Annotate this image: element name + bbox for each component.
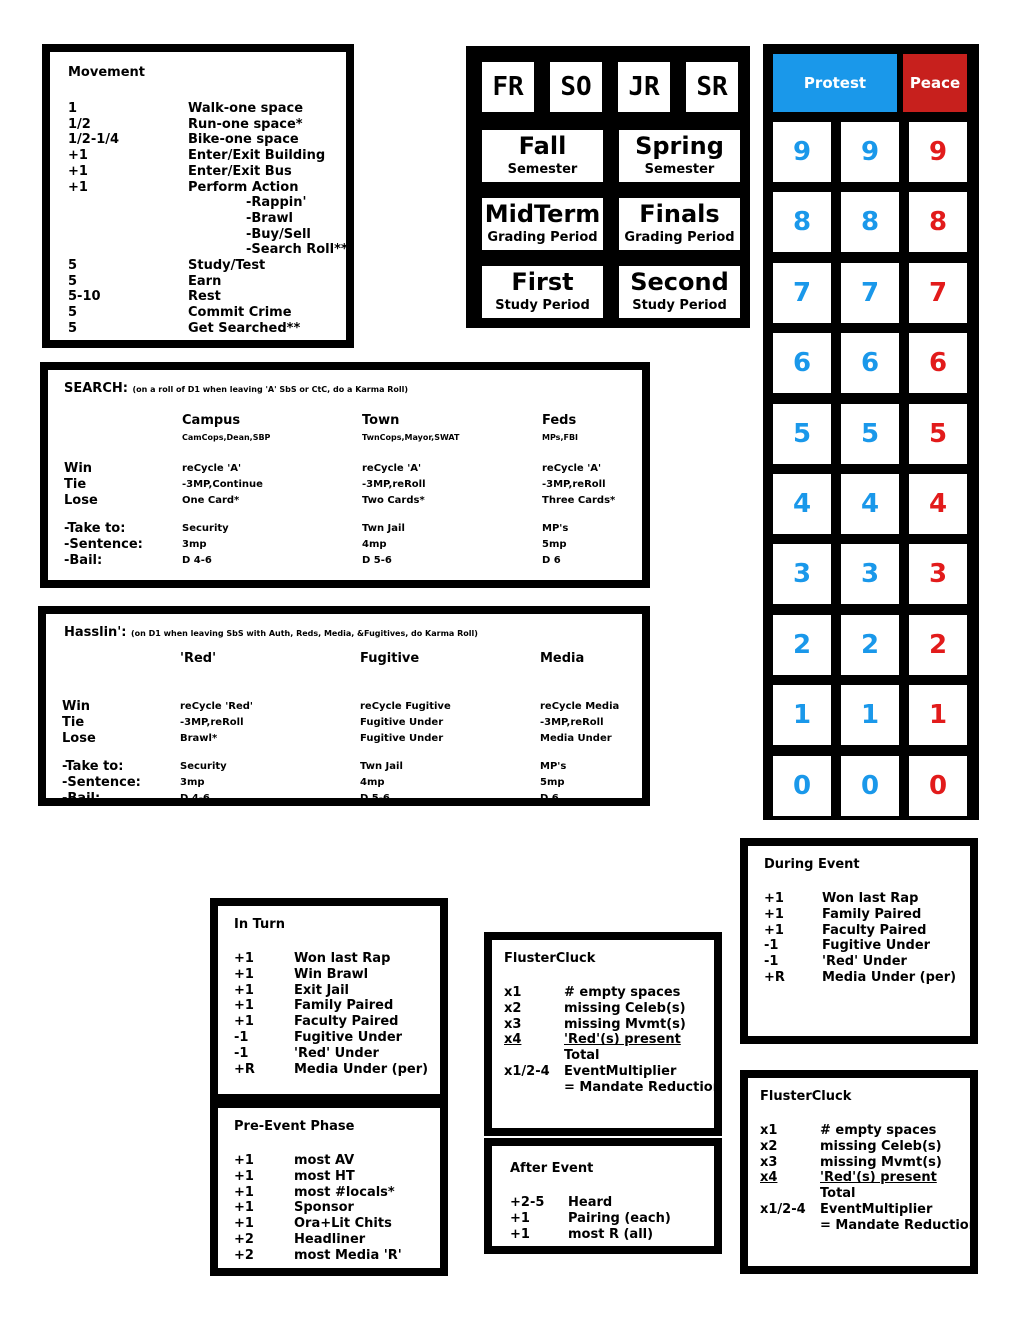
row-label: missing Mvmt(s) — [564, 1016, 686, 1032]
row-value: x2 — [760, 1138, 778, 1154]
flustercluck-title-2: FlusterCluck — [760, 1089, 852, 1104]
cell-sentence: 3mp — [180, 777, 205, 788]
row-label-win: Win — [62, 699, 91, 714]
cell-take: MP's — [542, 523, 569, 534]
row-label: EventMultiplier — [820, 1202, 933, 1217]
row-value: +1 — [234, 982, 254, 998]
cell-win: reCycle Fugitive — [360, 701, 451, 712]
protest-track-cell: 9 — [841, 122, 899, 182]
period-cell — [613, 192, 746, 256]
protest-track-cell: 0 — [773, 756, 831, 816]
movement-action: Commit Crime — [188, 305, 292, 321]
row-value: x4 — [504, 1032, 522, 1048]
peace-track-cell: 0 — [909, 756, 967, 816]
row-value: +1 — [234, 1184, 254, 1200]
row-label-take: -Take to: — [62, 759, 124, 774]
row-label: Family Paired — [294, 998, 394, 1014]
movement-cost: 1/2 — [68, 116, 91, 132]
peace-track-cell: 9 — [909, 122, 967, 182]
peace-track-cell: 5 — [909, 404, 967, 464]
row-label: most HT — [294, 1168, 355, 1184]
peace-track-cell: 2 — [909, 615, 967, 675]
peace-track-cell: 3 — [909, 544, 967, 604]
row-value: +1 — [234, 1216, 254, 1232]
peace-track-cell: 7 — [909, 263, 967, 323]
cell-tie: -3MP,reRoll — [362, 479, 426, 490]
protest-header: Protest — [773, 54, 897, 112]
protest-track-cell: 1 — [841, 685, 899, 745]
row-value: +1 — [234, 1168, 254, 1184]
row-value: x2 — [504, 1000, 522, 1016]
row-value: x1 — [504, 985, 522, 1000]
row-label: missing Mvmt(s) — [820, 1154, 942, 1170]
row-label: 'Red'(s) present — [820, 1170, 937, 1186]
row-label: Fugitive Under — [294, 1030, 403, 1045]
cell-lose: Brawl* — [180, 733, 218, 744]
row-label: Pairing (each) — [568, 1210, 671, 1226]
movement-action: Perform Action — [188, 179, 299, 195]
period-cell — [476, 260, 609, 324]
period-type: Grading Period — [487, 230, 598, 245]
cell-take: Security — [180, 761, 227, 772]
movement-cost: 5 — [68, 258, 78, 273]
year-cell-sr: SR — [680, 56, 744, 118]
during-event-title: During Event — [764, 857, 860, 872]
protest-track-cell: 0 — [841, 756, 899, 816]
period-cell — [476, 192, 609, 256]
movement-action: -Search Roll** — [246, 242, 348, 258]
during-event-card — [740, 838, 978, 1044]
row-label: # empty spaces — [564, 985, 681, 1000]
column-header: Media — [540, 651, 585, 666]
row-label: most Media 'R' — [294, 1247, 402, 1263]
cell-take: Twn Jail — [360, 761, 403, 772]
cell-win: reCycle 'A' — [542, 463, 602, 474]
row-label: Exit Jail — [294, 982, 349, 998]
row-value: +1 — [764, 922, 784, 938]
column-subheader: MPs,FBI — [542, 433, 579, 442]
row-label-bail: -Bail: — [62, 791, 101, 806]
row-value: +1 — [234, 951, 254, 966]
row-label-sentence: -Sentence: — [62, 775, 141, 790]
column-header: 'Red' — [180, 651, 217, 666]
movement-cost: +1 — [68, 179, 88, 195]
cell-tie: -3MP,reRoll — [542, 479, 606, 490]
movement-action: -Buy/Sell — [246, 226, 311, 242]
row-label-tie: Tie — [64, 477, 87, 492]
row-label: Faculty Paired — [822, 922, 927, 938]
period-type: Grading Period — [624, 230, 735, 245]
cell-sentence: 5mp — [540, 777, 565, 788]
movement-cost: 5-10 — [68, 289, 101, 305]
row-label: 'Red'(s) present — [564, 1032, 681, 1048]
row-label: Headliner — [294, 1232, 366, 1247]
row-label: Win Brawl — [294, 966, 369, 982]
protest-track-cell: 4 — [841, 474, 899, 534]
protest-track-cell: 4 — [773, 474, 831, 534]
cell-bail: D 5-6 — [360, 793, 390, 804]
row-label: # empty spaces — [820, 1123, 937, 1138]
cell-bail: D 4-6 — [182, 555, 212, 566]
flustercluck-title: FlusterCluck — [504, 951, 596, 966]
protest-track-cell: 3 — [773, 544, 831, 604]
period-type: Study Period — [495, 298, 590, 313]
peace-track-cell: 8 — [909, 192, 967, 252]
row-label-lose: Lose — [64, 493, 98, 508]
in-turn-title: In Turn — [234, 917, 285, 932]
row-label: 'Red' Under — [294, 1045, 379, 1061]
movement-cost: 1/2-1/4 — [68, 132, 120, 148]
protest-track-cell: 5 — [773, 404, 831, 464]
period-type: Semester — [644, 162, 715, 177]
row-label: Won last Rap — [822, 891, 919, 906]
row-label: 'Red' Under — [822, 954, 907, 970]
column-subheader: TwnCops,Mayor,SWAT — [362, 433, 460, 442]
movement-action: -Brawl — [246, 210, 293, 226]
row-value: +1 — [234, 1153, 254, 1168]
period-name: MidTerm — [484, 200, 601, 228]
column-subheader: CamCops,Dean,SBP — [182, 433, 271, 442]
protest-track-cell: 7 — [773, 263, 831, 323]
movement-cost: +1 — [68, 148, 88, 164]
cell-tie: -3MP,Continue — [182, 479, 263, 490]
row-label: most AV — [294, 1153, 355, 1168]
cell-take: Twn Jail — [362, 523, 405, 534]
cell-bail: D 6 — [540, 793, 559, 804]
row-label: Family Paired — [822, 906, 922, 922]
period-name: First — [511, 268, 574, 296]
row-value: +2 — [234, 1247, 254, 1263]
protest-track-cell: 2 — [773, 615, 831, 675]
movement-action: Earn — [188, 273, 222, 289]
pre-event-card — [210, 1100, 448, 1276]
cell-sentence: 4mp — [362, 539, 387, 550]
movement-action: Enter/Exit Bus — [188, 163, 292, 179]
cell-sentence: 3mp — [182, 539, 207, 550]
row-label: missing Celeb(s) — [564, 1000, 686, 1016]
after-event-title: After Event — [510, 1161, 594, 1176]
period-type: Study Period — [632, 298, 727, 313]
row-label-take: -Take to: — [64, 521, 126, 536]
movement-action: Bike-one space — [188, 132, 299, 148]
row-label: Total — [564, 1048, 600, 1064]
movement-action: Study/Test — [188, 258, 266, 273]
movement-action: Run-one space* — [188, 116, 303, 132]
row-label-bail: -Bail: — [64, 553, 103, 568]
movement-action: -Rappin' — [246, 195, 307, 211]
movement-action: Get Searched** — [188, 320, 301, 336]
peace-header: Peace — [903, 54, 967, 112]
row-value: +1 — [234, 1200, 254, 1216]
search-note: (on a roll of D1 when leaving 'A' SbS or CtC, do a Karma Roll) — [132, 385, 409, 394]
cell-bail: D 4-6 — [180, 793, 210, 804]
row-label: most R (all) — [568, 1226, 654, 1242]
row-label: Faculty Paired — [294, 1014, 399, 1030]
cell-lose: Two Cards* — [362, 495, 425, 506]
row-label: missing Celeb(s) — [820, 1138, 942, 1154]
row-value: x1/2-4 — [760, 1202, 806, 1217]
row-value: +1 — [234, 998, 254, 1014]
row-value: +1 — [234, 966, 254, 982]
row-value: x3 — [760, 1154, 778, 1170]
period-type: Semester — [507, 162, 578, 177]
row-label: EventMultiplier — [564, 1064, 677, 1079]
hasslin-note: (on D1 when leaving SbS with Auth, Reds, Media, &Fugitives, do Karma Roll) — [131, 629, 478, 638]
after-event-card — [484, 1138, 722, 1254]
row-value: x1/2-4 — [504, 1064, 550, 1079]
peace-track-cell: 1 — [909, 685, 967, 745]
cell-win: reCycle 'A' — [182, 463, 242, 474]
row-value: +1 — [510, 1226, 530, 1242]
row-value: +2 — [234, 1232, 254, 1247]
column-header: Fugitive — [360, 651, 420, 666]
period-name: Finals — [639, 200, 720, 228]
flustercluck-card-2 — [740, 1070, 978, 1274]
movement-cost: +1 — [68, 163, 88, 179]
row-value: +1 — [234, 1014, 254, 1030]
cell-lose: Three Cards* — [542, 495, 616, 506]
column-header: Campus — [182, 413, 241, 428]
movement-cost: 5 — [68, 320, 78, 336]
column-header: Feds — [542, 413, 577, 428]
protest-track-cell: 7 — [841, 263, 899, 323]
row-label-win: Win — [64, 461, 93, 476]
movement-cost: 5 — [68, 273, 78, 289]
cell-lose: One Card* — [182, 495, 240, 506]
row-value: +R — [234, 1061, 255, 1077]
row-label: Media Under (per) — [822, 970, 957, 985]
flustercluck-card — [484, 932, 722, 1136]
protest-track-cell: 3 — [841, 544, 899, 604]
protest-track-cell: 2 — [841, 615, 899, 675]
row-label: most #locals* — [294, 1184, 395, 1200]
movement-action: Enter/Exit Building — [188, 148, 326, 164]
cell-win: reCycle 'Red' — [180, 701, 253, 712]
in-turn-card — [210, 898, 448, 1102]
row-label-lose: Lose — [62, 731, 96, 746]
cell-sentence: 5mp — [542, 539, 567, 550]
row-label: Won last Rap — [294, 951, 391, 966]
period-name: Second — [630, 268, 729, 296]
row-value: x4 — [760, 1170, 778, 1186]
peace-track-cell: 4 — [909, 474, 967, 534]
protest-track-cell: 6 — [841, 333, 899, 393]
cell-take: Security — [182, 523, 229, 534]
movement-action: Walk-one space — [188, 101, 304, 116]
cell-bail: D 5-6 — [362, 555, 392, 566]
row-label: Ora+Lit Chits — [294, 1216, 392, 1232]
cell-win: reCycle 'A' — [362, 463, 422, 474]
movement-cost: 5 — [68, 305, 78, 321]
protest-track-cell: 8 — [773, 192, 831, 252]
row-value: +2-5 — [510, 1195, 545, 1210]
row-value: -1 — [764, 954, 779, 970]
row-value: x1 — [760, 1123, 778, 1138]
column-header: Town — [362, 413, 400, 428]
year-cell-jr: JR — [612, 56, 676, 118]
period-cell — [613, 124, 746, 188]
row-label-sentence: -Sentence: — [64, 537, 143, 552]
cell-tie: Fugitive Under — [360, 717, 444, 728]
row-value: +1 — [764, 891, 784, 906]
row-value: x3 — [504, 1016, 522, 1032]
cell-tie: -3MP,reRoll — [180, 717, 244, 728]
hasslin-title — [64, 626, 478, 639]
cell-take: MP's — [540, 761, 567, 772]
hasslin-card — [38, 606, 650, 806]
search-card — [40, 362, 650, 588]
row-value: +R — [764, 970, 785, 985]
search-title — [64, 382, 408, 395]
protest-track-cell: 9 — [773, 122, 831, 182]
cell-lose: Media Under — [540, 733, 612, 744]
protest-track-cell: 1 — [773, 685, 831, 745]
period-cell — [613, 260, 746, 324]
row-label: Total — [820, 1186, 856, 1202]
cell-tie: -3MP,reRoll — [540, 717, 604, 728]
protest-track-cell: 6 — [773, 333, 831, 393]
movement-card — [42, 44, 354, 348]
row-label: Media Under (per) — [294, 1061, 429, 1077]
cell-bail: D 6 — [542, 555, 561, 566]
protest-track-cell: 8 — [841, 192, 899, 252]
period-cell — [476, 124, 609, 188]
period-name: Fall — [518, 132, 567, 160]
row-value: +1 — [764, 906, 784, 922]
row-label: Fugitive Under — [822, 938, 931, 954]
movement-action: Rest — [188, 289, 221, 305]
cell-lose: Fugitive Under — [360, 733, 444, 744]
movement-title: Movement — [68, 65, 145, 80]
period-name: Spring — [635, 132, 724, 160]
year-cell-fr: FR — [476, 56, 540, 118]
protest-peace-track — [763, 44, 979, 820]
year-cell-so: SO — [544, 56, 608, 118]
row-value: -1 — [764, 938, 779, 954]
row-value: -1 — [234, 1030, 249, 1045]
row-label: = Mandate Reduction — [820, 1217, 978, 1233]
calendar-card — [466, 46, 750, 328]
hasslin-title-label: Hasslin': — [64, 625, 127, 640]
protest-track-cell: 5 — [841, 404, 899, 464]
row-value: -1 — [234, 1045, 249, 1061]
row-label: Heard — [568, 1195, 613, 1210]
movement-cost: 1 — [68, 101, 78, 116]
row-label: Sponsor — [294, 1200, 354, 1216]
cell-sentence: 4mp — [360, 777, 385, 788]
cell-win: reCycle Media — [540, 701, 620, 712]
pre-event-title: Pre-Event Phase — [234, 1119, 355, 1134]
row-label: = Mandate Reduction — [564, 1079, 722, 1095]
row-value: +1 — [510, 1210, 530, 1226]
search-title-label: SEARCH: — [64, 381, 128, 396]
peace-track-cell: 6 — [909, 333, 967, 393]
row-label-tie: Tie — [62, 715, 85, 730]
